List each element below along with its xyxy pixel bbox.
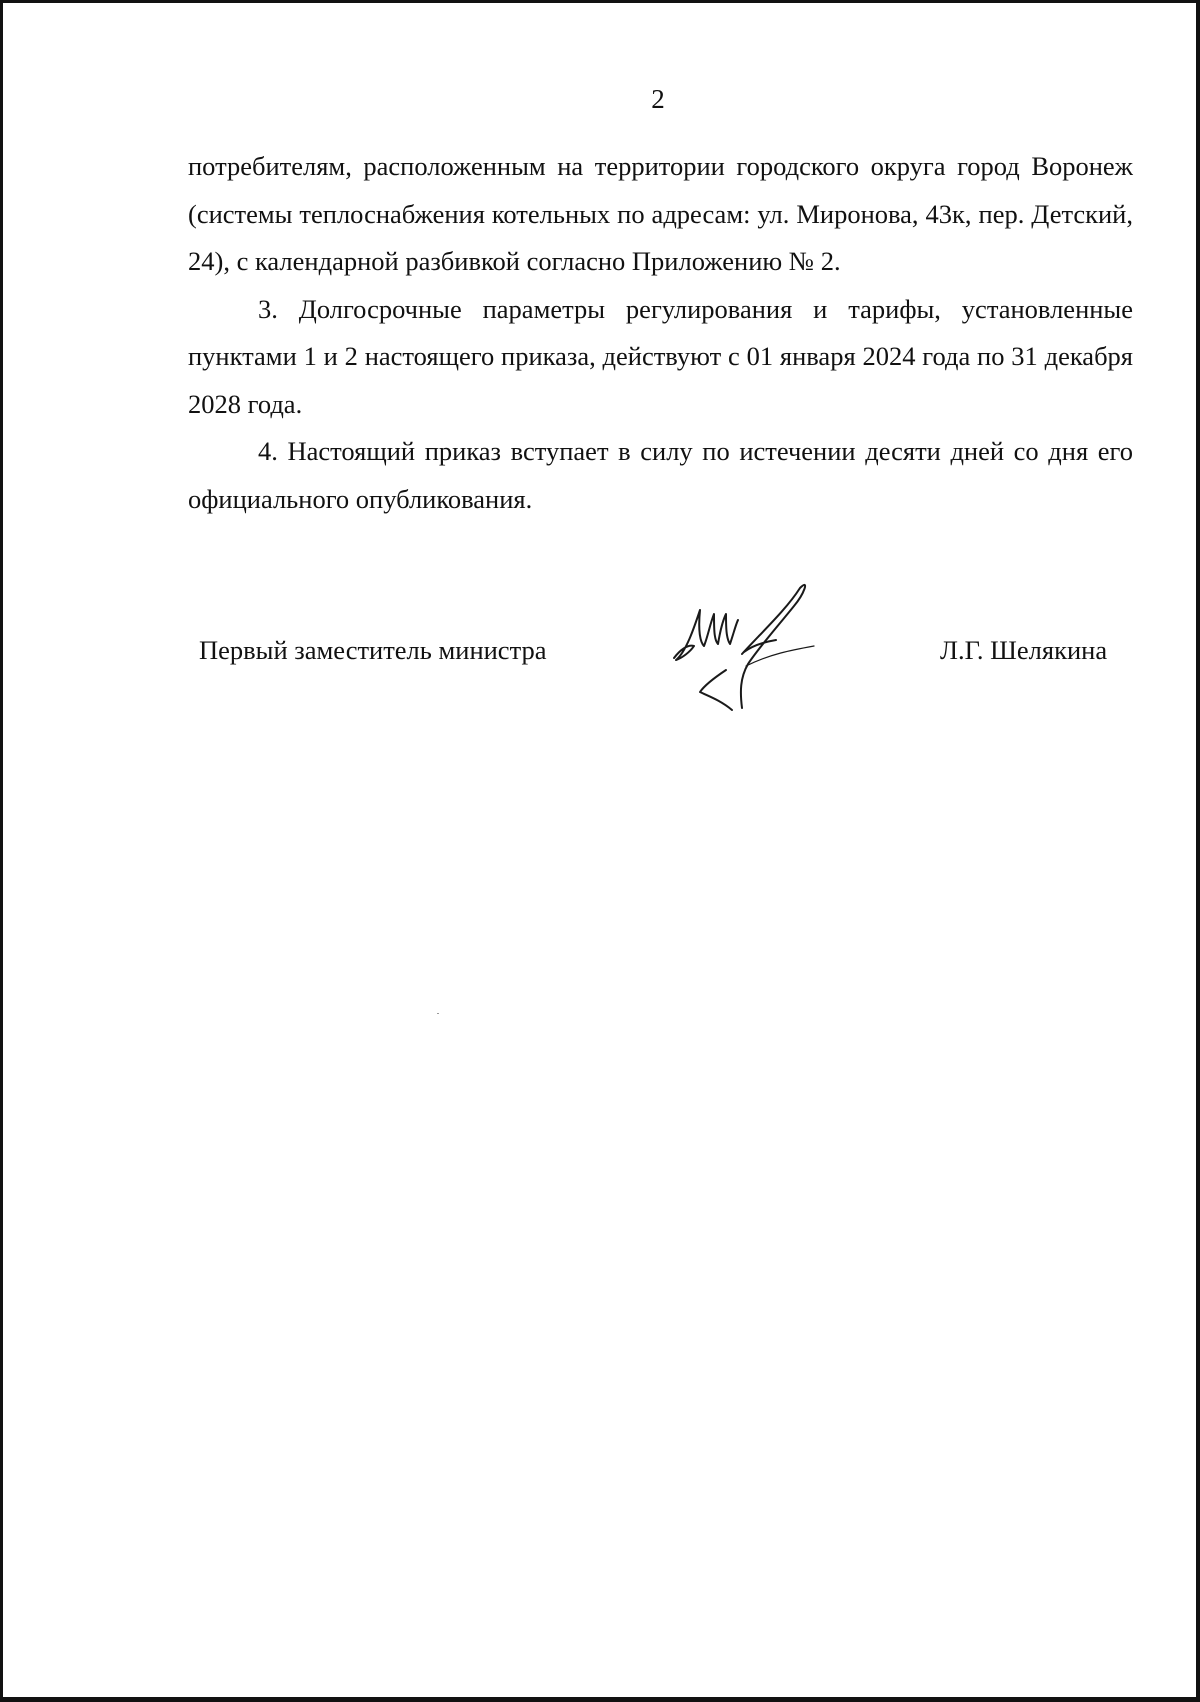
signer-name: Л.Г. Шелякина [940, 635, 1108, 665]
scan-border-top [0, 0, 1200, 3]
scan-speck [437, 1013, 439, 1014]
paragraph-continuation: потребителям, расположенным на территории городского округа город Воронеж (системы теплоснабжения котельных по адресам: ул. Миронова, 43к, пер. Детский, 24), с календарной разбивкой согласно Приложению № 2. [188, 151, 1133, 276]
scan-border-right [1196, 0, 1200, 1702]
paragraph-item-4: 4. Настоящий приказ вступает в силу по истечении десяти дней со дня его официального опубликования. [188, 436, 1133, 514]
scan-border-bottom [0, 1697, 1200, 1702]
handwritten-signature [660, 580, 840, 740]
signer-position-title: Первый заместитель министра [199, 635, 547, 665]
document-body [188, 143, 1133, 523]
paragraph-item-3: 3. Долгосрочные параметры регулирования и тарифы, установленные пунктами 1 и 2 настоящего приказа, действуют с 01 января 2024 года по 31 декабря 2028 года. [188, 293, 1133, 419]
page-number: 2 [651, 84, 665, 114]
scan-border-left [0, 0, 3, 1702]
